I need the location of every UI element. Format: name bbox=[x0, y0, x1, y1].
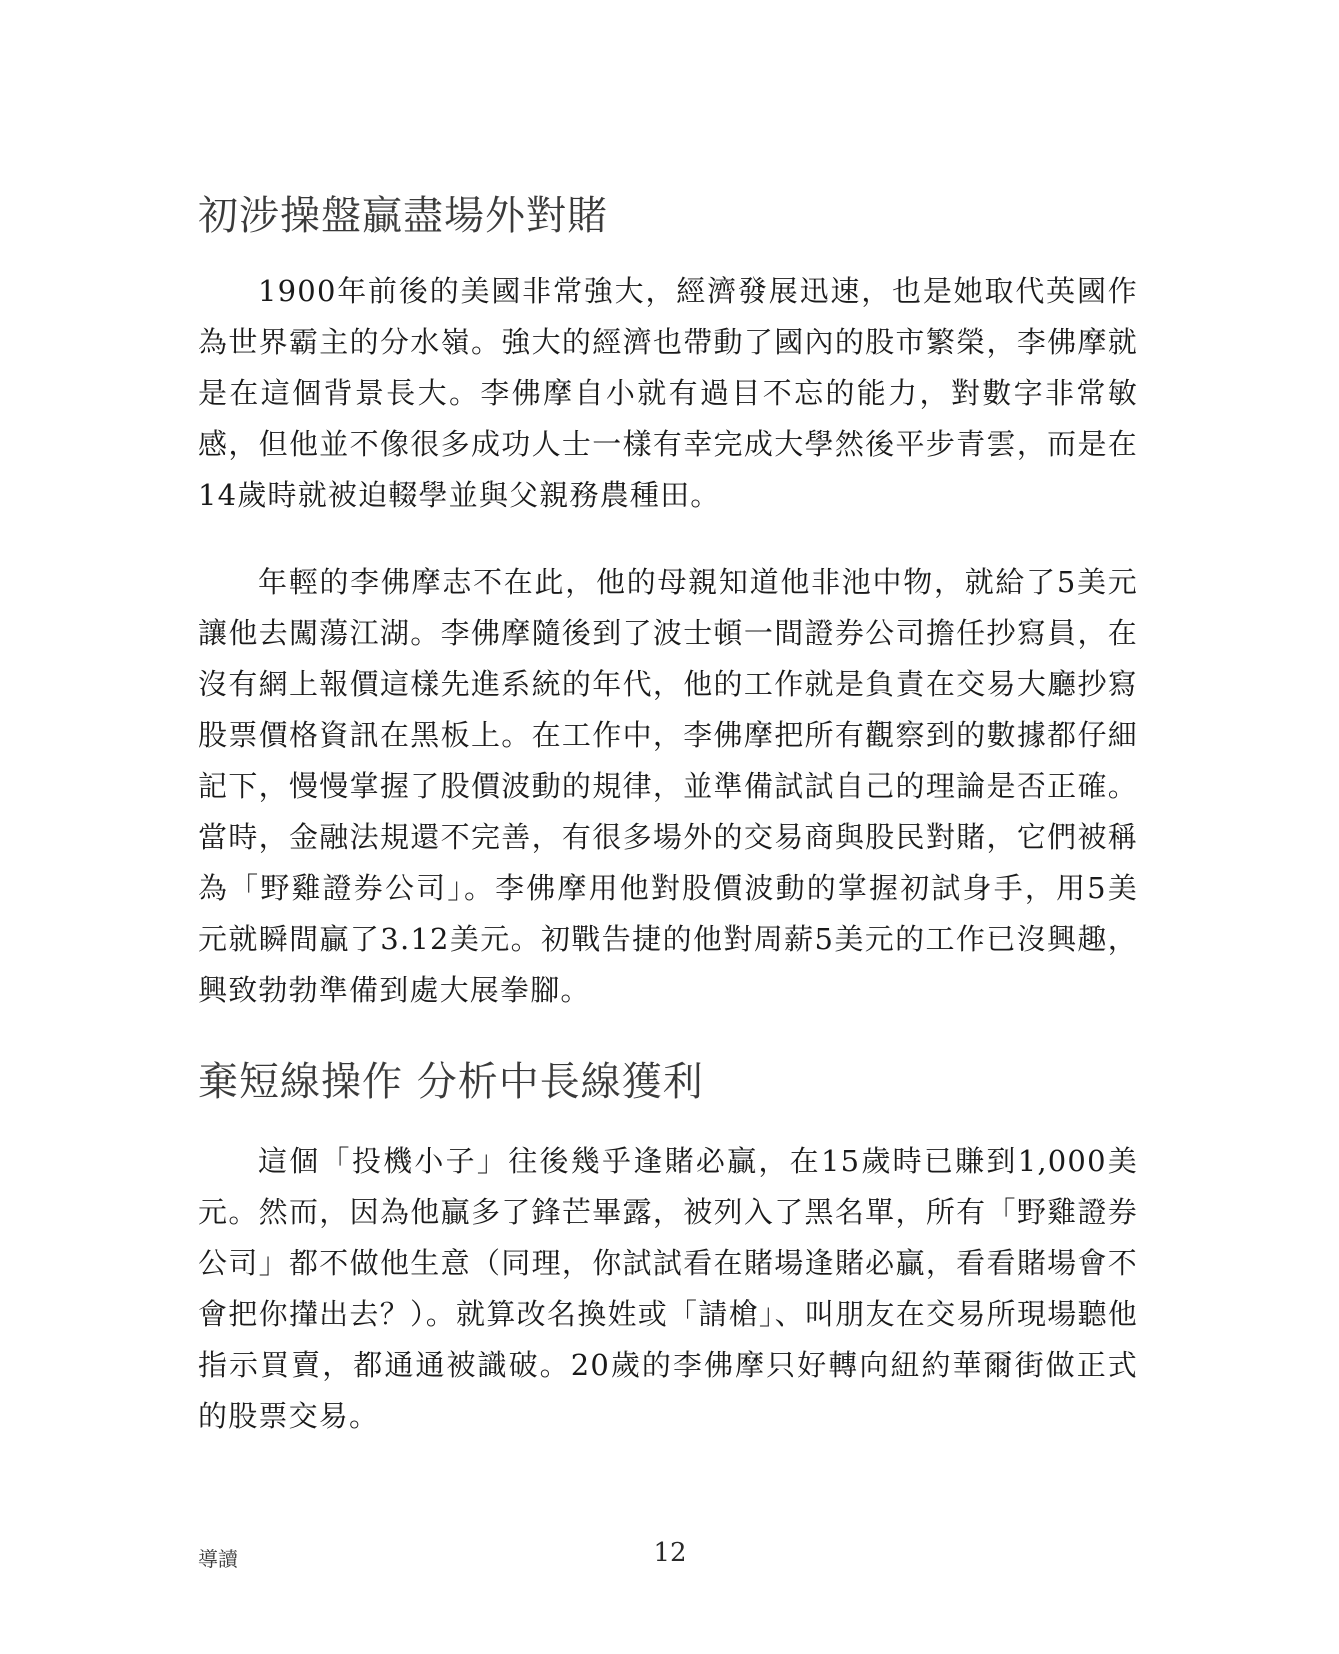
section-heading-2: 棄短線操作 分析中長線獲利 bbox=[198, 1059, 704, 1105]
page-content bbox=[198, 188, 1138, 1442]
paragraph: 這個「投機小子」往後幾乎逢賭必贏，在15歲時已賺到1,000美元。然而，因為他贏多了鋒芒畢露，被列入了黑名單，所有「野雞證券公司」都不做他生意（同理，你試試看在賭場逢賭必贏，看看賭場會不會把你攆出去？）。就算改名換姓或「請槍」、叫朋友在交易所現場聽他指示買賣，都通通被識破。20歲的李佛摩只好轉向紐約華爾街做正式的股票交易。 bbox=[198, 1144, 1138, 1433]
running-footer-section-label: 導讀 bbox=[198, 1547, 238, 1571]
paragraph: 1900年前後的美國非常強大，經濟發展迅速，也是她取代英國作為世界霸主的分水嶺。強大的經濟也帶動了國內的股市繁榮，李佛摩就是在這個背景長大。李佛摩自小就有過目不忘的能力，對數字非常敏感，但他並不像很多成功人士一樣有幸完成大學然後平步青雲，而是在14歲時就被迫輟學並與父親務農種田。 bbox=[198, 274, 1138, 512]
section-heading-1: 初涉操盤贏盡場外對賭 bbox=[198, 193, 608, 239]
page-number: 12 bbox=[653, 1538, 687, 1568]
paragraph: 年輕的李佛摩志不在此，他的母親知道他非池中物，就給了5美元讓他去闖蕩江湖。李佛摩隨後到了波士頓一間證券公司擔任抄寫員，在沒有網上報價這樣先進系統的年代，他的工作就是負責在交易大廳抄寫股票價格資訊在黑板上。在工作中，李佛摩把所有觀察到的數據都仔細記下，慢慢掌握了股價波動的規律，並準備試試自己的理論是否正確。當時，金融法規還不完善，有很多場外的交易商與股民對賭，它們被稱為「野雞證券公司」。李佛摩用他對股價波動的掌握初試身手，用5美元就瞬間贏了3.12美元。初戰告捷的他對周薪5美元的工作已沒興趣，興致勃勃準備到處大展拳腳。 bbox=[198, 565, 1138, 1007]
